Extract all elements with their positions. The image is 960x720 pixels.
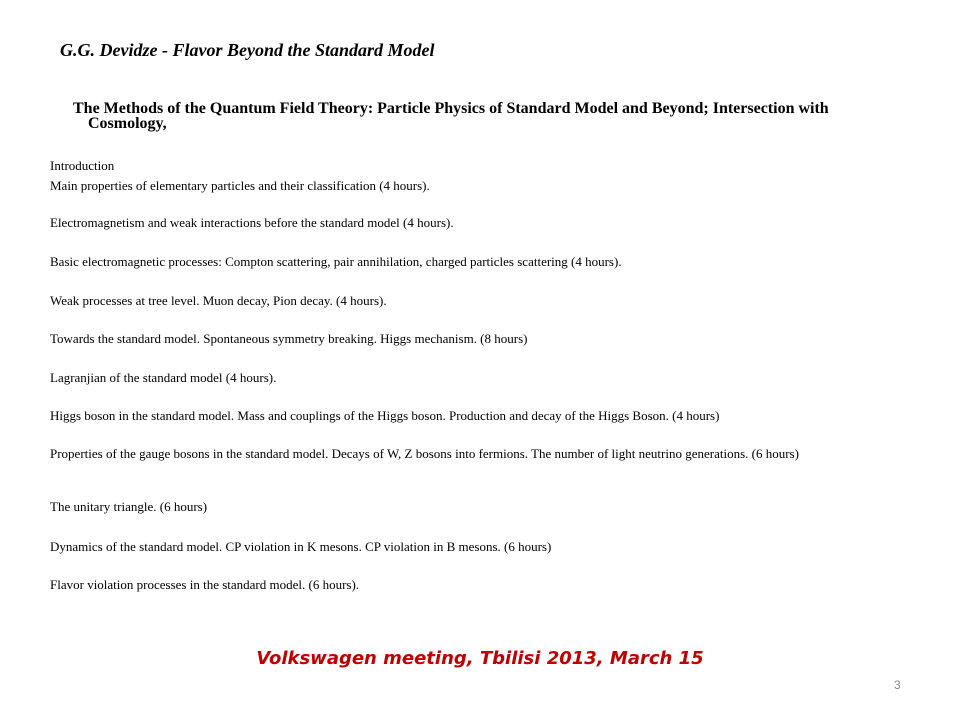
list-item: Lagranjian of the standard model (4 hours).: [50, 370, 277, 385]
slide-title: G.G. Devidze - Flavor Beyond the Standard Model: [60, 40, 435, 60]
list-item: Higgs boson in the standard model. Mass and couplings of the Higgs boson. Production and decay of the Higgs Boson. (4 hours): [50, 408, 720, 423]
page-number: 3: [894, 678, 901, 692]
list-item: Properties of the gauge bosons in the standard model. Decays of W, Z bosons into fermions. The number of light neutrino generations. (6 hours): [50, 446, 799, 461]
list-item: Flavor violation processes in the standard model. (6 hours).: [50, 577, 360, 592]
list-item: Basic electromagnetic processes: Compton scattering, pair annihilation, charged particles scattering (4 hours).: [50, 254, 622, 269]
course-title: The Methods of the Quantum Field Theory: Particle Physics of Standard Model and Beyond; Intersection with Cosmology,: [73, 100, 829, 132]
list-item: Introduction: [50, 158, 115, 173]
list-item: The unitary triangle. (6 hours): [50, 499, 208, 514]
list-item: Weak processes at tree level. Muon decay, Pion decay. (4 hours).: [50, 293, 387, 308]
list-item: Electromagnetism and weak interactions before the standard model (4 hours).: [50, 215, 454, 230]
list-item: Towards the standard model. Spontaneous symmetry breaking. Higgs mechanism. (8 hours): [50, 331, 528, 346]
list-item: Main properties of elementary particles and their classification (4 hours).: [50, 178, 430, 193]
footer-note: Volkswagen meeting, Tbilisi 2013, March 15: [256, 648, 704, 669]
list-item: Dynamics of the standard model. CP violation in K mesons. CP violation in B mesons. (6 hours): [50, 539, 552, 554]
